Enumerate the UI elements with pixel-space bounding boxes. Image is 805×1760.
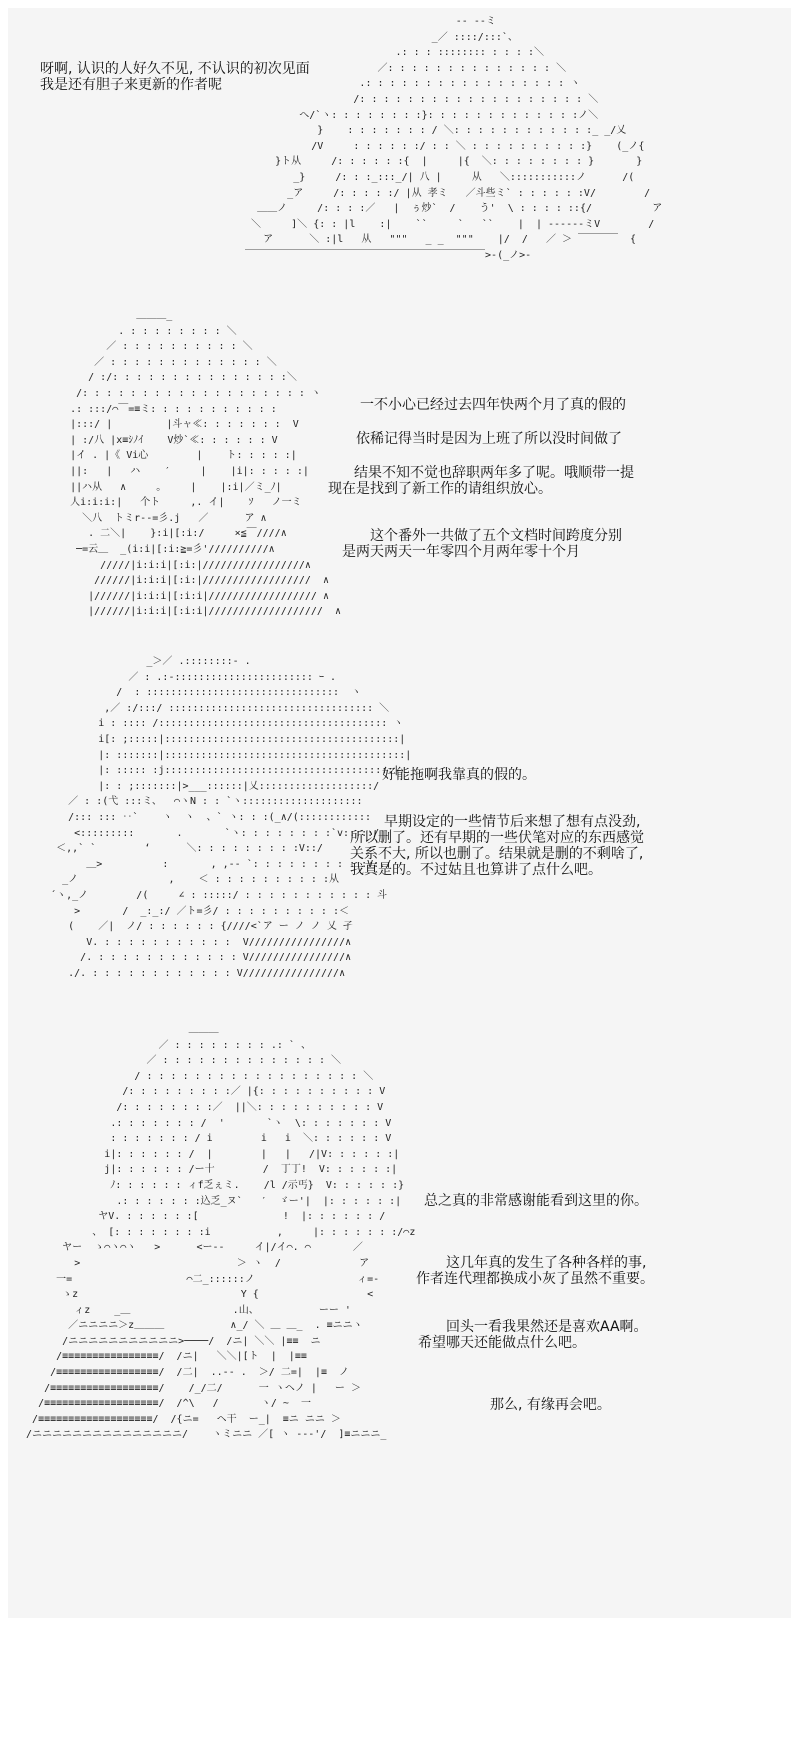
panel-4-line-5: 作者连代理都换成小灰了虽然不重要。 [416, 1271, 654, 1287]
panel-4 [8, 1018, 791, 1468]
panel-1-ascii-art: -- --ミ _／ ::::/:::`、 .: : : :::::::: : : : :＼ ／: : : : : : : : : : : : : : ＼ .: : : : : : : : : : : : : : : : : ヽ /: : : : : : : : : : : : : : : : : : : ＼ へ/`ヽ: : : : : : : :}: : : : : : : : : : : : :ノ＼ } : : : : : : : / ＼: : : : : : : : : : : :_ _/乂 /V : : : : : :/ : : ＼ : : : : : : : : : :} (_ノ{ }ト从 /: : : : : :{ | |{ ＼: : : : : : : : } } _} /: : :_:::_/| 八 | 从 ＼:::::::::::ノ /( _ア /: : : : :/ |从 孝ミ ／斗些ミ` : : : : : :V/ / ＿＿ノ /: : : :／ | ぅ炒` / う' \ : : : : ::{/ ア ＼ ]＼ {: : |l :| `` ` `` | | ------ミV / ア ＼ :|l 从 """ _ _ """ |/ / ／ ＞ ￣￣￣￣ { ￣￣￣￣￣￣￣￣￣￣￣￣￣￣￣￣￣￣￣￣￣￣￣￣>-(_ノ>- [245, 16, 663, 261]
panel-3-ascii-art: _＞／ .::::::::- . ／ : .:-::::::::::::::::::::::: ｰ . / : :::::::::::::::::::::::::::::::: ヽ ,／ :/:::/ :::::::::::::::::::::::::::::::::: ＼ i : :::: /:::::::::::::::::::::::::::::::::::::: ヽ i[: ;:::::|:::::::::::::::::::::::::::::::::::::::| |: :::::::|::::::::::::::::::::::::::::::::::::::::| |: ::::: :j::::::::::::::::::::::::::::::::::::::| |: : ;:::::::|>___::::::|乂:::::::::::::::::::/ ／ : :(弋 :::ミ、 ⌒ヽN : : `ヽ:::::::::::::::::::: /::: ::: ‥` ヽ ヽ 、` ヽ: : :(_∧/(:::::::::::: <::::::::: . `ヽ: : : : : : : :`v:::::/ ＜,,` ` ‘ ＼: : : : : : : : :V::/ ＿> : , ,-‐ `: : : : : : : : : :V:./ _ノ , ＜ : : : : : : : : : :从 ´ヽ,_ノ /( ∠ : :::::/ : : : : : : : : : : : 斗 > / _:_:/ ／ト=彡/ : : : : : : : : : :＜ ( ／| ノ/ : : : : : : {////<`ア ー ノ ノ 乂 孑 V. : : : : : : : : : : : V////////////////∧ /. : : : : : : : : : : : : V////////////////∧ ./. : : : : : : : : : : : : V////////////////∧ [50, 656, 412, 979]
panel-4-line-8: 希望哪天还能做点什么吧。 [418, 1335, 586, 1351]
panel-1-line-1: 呀啊, 认识的人好久不见, 不认识的初次见面 [40, 61, 310, 77]
panel-4-line-4: 这几年真的发生了各种各样的事, [446, 1255, 647, 1271]
panel-2-line-5: 结果不知不觉也辞职两年多了呢。哦顺带一提 [354, 465, 634, 481]
panel-1 [8, 8, 791, 298]
panel-2-line-8: 这个番外一共做了五个文档时间跨度分别 [370, 528, 622, 544]
panel-3-line-5: 所以删了。还有早期的一些伏笔对应的东西感觉 [350, 830, 644, 846]
panel-2-line-6: 现在是找到了新工作的请组织放心。 [328, 481, 552, 497]
panel-2-ascii-art: ＿＿＿_ . : : : : : : : : ＼ ／ : : : : : : : : : : ＼ ／ : : : : : : : : : : : : : ＼ / :/: : : : : : : : : : : : : : :＼ /: : : : : : : : : : : : : : : : : : : ヽ .: :::/⌒￣=≡ミ: : : : : : : : : : : |:::/ | |斗ャ≪: : : : : : : V | :/八 |x≡ｼﾉｲ V炒`≪: : : : : : V |イ . |《 Vi心 | ト: : : : :| ||: | ハ ′ | |i|: : : : :| ||ハ从 ∧ 。 | |:i|／ミ_ﾉ| 人i:i:i:| 个ト ,. イ| ｿ ノ一ミ ＼八 トミr--=彡.j ／ ア ∧ . 二＼| }:i|[:i:/ ×≦￣////∧ ─=云＿ _(i:i|[:i:≧=彡'//////////∧ /////|i:i:i|[:i:|/////////////////∧ //////|i:i:i|[:i:|////////////////// ∧ |//////|i:i:i|[:i:i|////////////////// ∧ |//////|i:i:i|[:i:i|/////////////////// ∧ [70, 310, 342, 618]
panel-4-line-1: 总之真的非常感谢能看到这里的你。 [424, 1193, 648, 1209]
panel-3-line-4: 早期设定的一些情节后来想了想有点没劲, [384, 814, 641, 830]
panel-4-ascii-art: ＿＿＿ ／ : : : : : : : : .: ` 、 ／ : : : : : : : : : : : : : : ＼ / : : : : : : : : : : : : : : : : : : ＼ /: : : : : : : : :／ |{: : : : : : : : : : V /: : : : : : : :／ ||＼: : : : : : : : : : V .: : : : : : : / ' `ヽ \: : : : : : : V : : : : : : : / i i i ＼: : : : : : V i|: : : : : : / | | | /|V: : : : : :| j|: : : : : : /ー十 / 丁丁! V: : : : : :| ﾉ: : : : : : ィf乏ぇミ. /l /示丐} V: : : : : :} .: : : : : : :込乏_ヌ` ′ ゞー'| |: : : : : :| ヤV. : : : : : :[ ! |: : : : : : / 、 [: : : : : : : :i , |: : : : : : :/⌒z ヤー ゝ⌒ヽ⌒ヽ > <ー-- イ|/イ⌒. ⌒ ／ > ＞ ヽ / ア 一= ⌒二_::::::ノ ィ=- ゝz Y { < ィz _＿ .山、 ーー ' ／ニニニニ＞z＿＿＿ ∧_/ ＼ ＿ ＿_ . ≡ニニヽ /ニニニニニニニニニニニ>────/ /ニ| ＼＼ |≡≡ ニ /≡≡≡≡≡≡≡≡≡≡≡≡≡≡≡≡/ /ニ| ＼＼|[ト | |≡≡ /≡≡≡≡≡≡≡≡≡≡≡≡≡≡≡≡≡/ /二| ..‐‐ . ＞/ 二=| |≡ ノ /≡≡≡≡≡≡≡≡≡≡≡≡≡≡≡≡≡≡/ /_/二/ 一 ヽヘノ | ー ＞ /≡≡≡≡≡≡≡≡≡≡≡≡≡≡≡≡≡≡≡/ /^\ / ヽ/ ~ 一 /≡≡≡≡≡≡≡≡≡≡≡≡≡≡≡≡≡≡≡/ /{ニ= ヘ干 ー_| ≡ニ ニニ ＞ /ニニニニニニニニニニニニニニニ/ ヽミニニ ／[ ヽ ‐‐-'/ ]≡ニニニ_ [26, 1024, 416, 1441]
manga-page [8, 8, 791, 1618]
panel-3 [8, 648, 791, 993]
panel-2-line-1: 一不小心已经过去四年快两个月了真的假的 [360, 397, 626, 413]
panel-2 [8, 298, 791, 638]
panel-4-line-10: 那么, 有缘再会吧。 [490, 1397, 611, 1413]
panel-2-line-9: 是两天两天一年零四个月两年零十个月 [342, 544, 580, 560]
panel-3-line-1: 好能拖啊我靠真的假的。 [382, 767, 536, 783]
panel-1-line-2: 我是还有胆子来更新的作者呢 [40, 77, 222, 93]
panel-4-line-7: 回头一看我果然还是喜欢AA啊。 [446, 1319, 648, 1335]
panel-3-line-7: 我真是的。不过姑且也算讲了点什么吧。 [350, 862, 602, 878]
panel-2-line-3: 依稀记得当时是因为上班了所以没时间做了 [356, 431, 622, 447]
panel-3-line-6: 关系不大, 所以也删了。结果就是删的不剩啥了, [350, 846, 644, 862]
